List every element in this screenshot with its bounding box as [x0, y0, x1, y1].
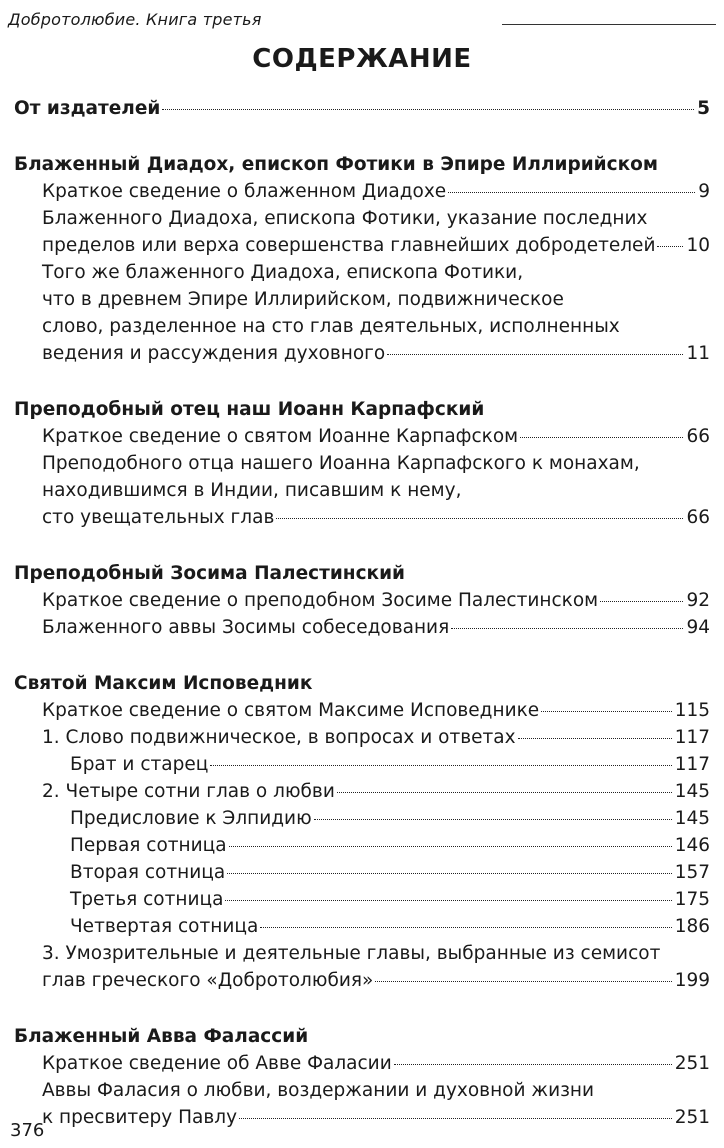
toc-entry-text: Третья сотница — [70, 889, 224, 910]
toc-entry-zosimas-talks[interactable] — [14, 614, 710, 641]
toc-entry-text: Первая сотница — [70, 835, 227, 856]
toc-page-number: 145 — [674, 808, 710, 829]
toc-entry-maximus-second-hundred[interactable] — [14, 859, 710, 886]
toc-entry-thalassius-brief[interactable] — [14, 1050, 710, 1077]
page-number: 376 — [10, 1120, 45, 1141]
toc-entry-text: Того же блаженного Диадоха, епископа Фотики, — [42, 262, 524, 283]
dot-leader — [451, 628, 683, 629]
toc-entry-john-chapters-line2[interactable] — [14, 477, 710, 504]
toc-page-number: 251 — [674, 1053, 710, 1074]
toc-entry-text: 1. Слово подвижническое, в вопросах и ответах — [42, 727, 516, 748]
toc-entry-text: 2. Четыре сотни глав о любви — [42, 781, 335, 802]
dot-leader — [227, 873, 671, 874]
section-heading-diadochus — [14, 151, 710, 178]
toc-entry-thalassius-love-line2[interactable] — [14, 1104, 710, 1131]
toc-entry-thalassius-love-line1[interactable] — [14, 1077, 710, 1104]
toc-entry-diadochus-word-line4[interactable] — [14, 340, 710, 367]
toc-entry-john-chapters-line1[interactable] — [14, 450, 710, 477]
dot-leader — [225, 900, 671, 901]
toc-entry-text: Брат и старец — [70, 754, 209, 775]
toc-entry-text: Предисловие к Элпидию — [70, 808, 312, 829]
toc-page-number: 175 — [674, 889, 710, 910]
toc-page-number: 92 — [686, 590, 710, 611]
toc-page-number: 66 — [686, 426, 710, 447]
toc-entry-text: Блаженного Диадоха, епископа Фотики, указание последних — [42, 208, 648, 229]
toc-entry-text: сто увещательных глав — [42, 507, 275, 528]
toc-entry-maximus-four-hundreds[interactable] — [14, 778, 710, 805]
dot-leader — [210, 765, 671, 766]
toc-entry-text: Вторая сотница — [70, 862, 226, 883]
toc-entry-publishers[interactable] — [14, 95, 710, 122]
dot-leader — [541, 711, 672, 712]
toc-entry-text: Блаженного аввы Зосимы собеседования — [42, 617, 450, 638]
dot-leader — [375, 981, 671, 982]
dot-leader — [239, 1118, 672, 1119]
toc-entry-text: Преподобного отца нашего Иоанна Карпафского к монахам, — [42, 453, 640, 474]
toc-page-number: 117 — [674, 727, 710, 748]
toc-entry-text: Краткое сведение о святом Максиме Исповеднике — [42, 700, 540, 721]
toc-page-number: 186 — [674, 916, 710, 937]
dot-leader — [314, 819, 672, 820]
dot-leader — [600, 601, 683, 602]
section-heading-zosimas — [14, 560, 710, 587]
toc-entry-text: Краткое сведение об Авве Фаласии — [42, 1053, 392, 1074]
toc-page-number: 11 — [686, 343, 710, 364]
dot-leader — [229, 846, 672, 847]
page-title: СОДЕРЖАНИЕ — [252, 44, 472, 74]
toc-entry-maximus-brief[interactable] — [14, 697, 710, 724]
section-heading-text: Блаженный Авва Фалассий — [14, 1026, 309, 1047]
toc-entry-diadochus-brief[interactable] — [14, 178, 710, 205]
toc-page-number: 117 — [674, 754, 710, 775]
dot-leader — [518, 738, 672, 739]
toc-entry-diadochus-limits-line2[interactable] — [14, 232, 710, 259]
toc-entry-text: От издателей — [14, 98, 161, 119]
toc-entry-text: Аввы Фаласия о любви, воздержании и духовной жизни — [42, 1080, 595, 1101]
section-heading-text: Блаженный Диадох, епископ Фотики в Эпире Иллирийском — [14, 154, 658, 175]
toc-entry-text: Четвертая сотница — [70, 916, 259, 937]
toc-entry-text: глав греческого «Добротолюбия» — [42, 970, 374, 991]
dot-leader — [387, 354, 683, 355]
toc-entry-zosimas-brief[interactable] — [14, 587, 710, 614]
toc-entry-text: 3. Умозрительные и деятельные главы, выбранные из семисот — [42, 943, 661, 964]
dot-leader — [657, 246, 683, 247]
toc-page-number: 9 — [698, 181, 710, 202]
dot-leader — [337, 792, 672, 793]
toc-entry-text: находившимся в Индии, писавшим к нему, — [42, 480, 462, 501]
toc-entry-maximus-third-hundred[interactable] — [14, 886, 710, 913]
toc-entry-john-chapters-line3[interactable] — [14, 504, 710, 531]
table-of-contents — [14, 95, 710, 1131]
toc-page-number: 251 — [674, 1107, 710, 1128]
dot-leader — [260, 927, 671, 928]
toc-entry-maximus-first-hundred[interactable] — [14, 832, 710, 859]
toc-entry-diadochus-limits-line1[interactable] — [14, 205, 710, 232]
section-heading-text: Святой Максим Исповедник — [14, 673, 313, 694]
toc-entry-text: к пресвитеру Павлу — [42, 1107, 238, 1128]
dot-leader — [162, 109, 694, 110]
toc-entry-maximus-ascetic-word[interactable] — [14, 724, 710, 751]
section-heading-thalassius — [14, 1023, 710, 1050]
toc-entry-maximus-chapters-line2[interactable] — [14, 967, 710, 994]
toc-entry-maximus-preface[interactable] — [14, 805, 710, 832]
toc-entry-text: Краткое сведение о блаженном Диадохе — [42, 181, 447, 202]
toc-page-number: 10 — [686, 235, 710, 256]
toc-entry-diadochus-word-line1[interactable] — [14, 259, 710, 286]
toc-page-number: 115 — [674, 700, 710, 721]
toc-entry-text: что в древнем Эпире Иллирийском, подвижническое — [42, 289, 564, 310]
section-heading-text: Преподобный Зосима Палестинский — [14, 563, 406, 584]
toc-entry-text: ведения и рассуждения духовного — [42, 343, 386, 364]
toc-page-number: 5 — [697, 98, 710, 119]
section-heading-maximus — [14, 670, 710, 697]
toc-page-number: 146 — [674, 835, 710, 856]
toc-entry-text: слово, разделенное на сто глав деятельных, исполненных — [42, 316, 620, 337]
dot-leader — [520, 437, 683, 438]
header-rule — [502, 24, 716, 25]
toc-page-number: 145 — [674, 781, 710, 802]
toc-entry-john-brief[interactable] — [14, 423, 710, 450]
toc-entry-maximus-chapters-line1[interactable] — [14, 940, 710, 967]
section-heading-john — [14, 396, 710, 423]
toc-entry-text: пределов или верха совершенства главнейших добродетелей — [42, 235, 656, 256]
toc-page-number: 199 — [674, 970, 710, 991]
toc-entry-maximus-fourth-hundred[interactable] — [14, 913, 710, 940]
toc-entry-diadochus-word-line3[interactable] — [14, 313, 710, 340]
running-title: Добротолюбие. Книга третья — [8, 10, 262, 29]
dot-leader — [394, 1064, 672, 1065]
toc-entry-text: Краткое сведение о преподобном Зосиме Палестинском — [42, 590, 599, 611]
section-heading-text: Преподобный отец наш Иоанн Карпафский — [14, 399, 485, 420]
dot-leader — [448, 192, 695, 193]
toc-page-number: 66 — [686, 507, 710, 528]
toc-page-number: 157 — [674, 862, 710, 883]
toc-entry-text: Краткое сведение о святом Иоанне Карпафском — [42, 426, 519, 447]
dot-leader — [276, 518, 683, 519]
toc-page-number: 94 — [686, 617, 710, 638]
toc-entry-maximus-brother-elder[interactable] — [14, 751, 710, 778]
toc-entry-diadochus-word-line2[interactable] — [14, 286, 710, 313]
